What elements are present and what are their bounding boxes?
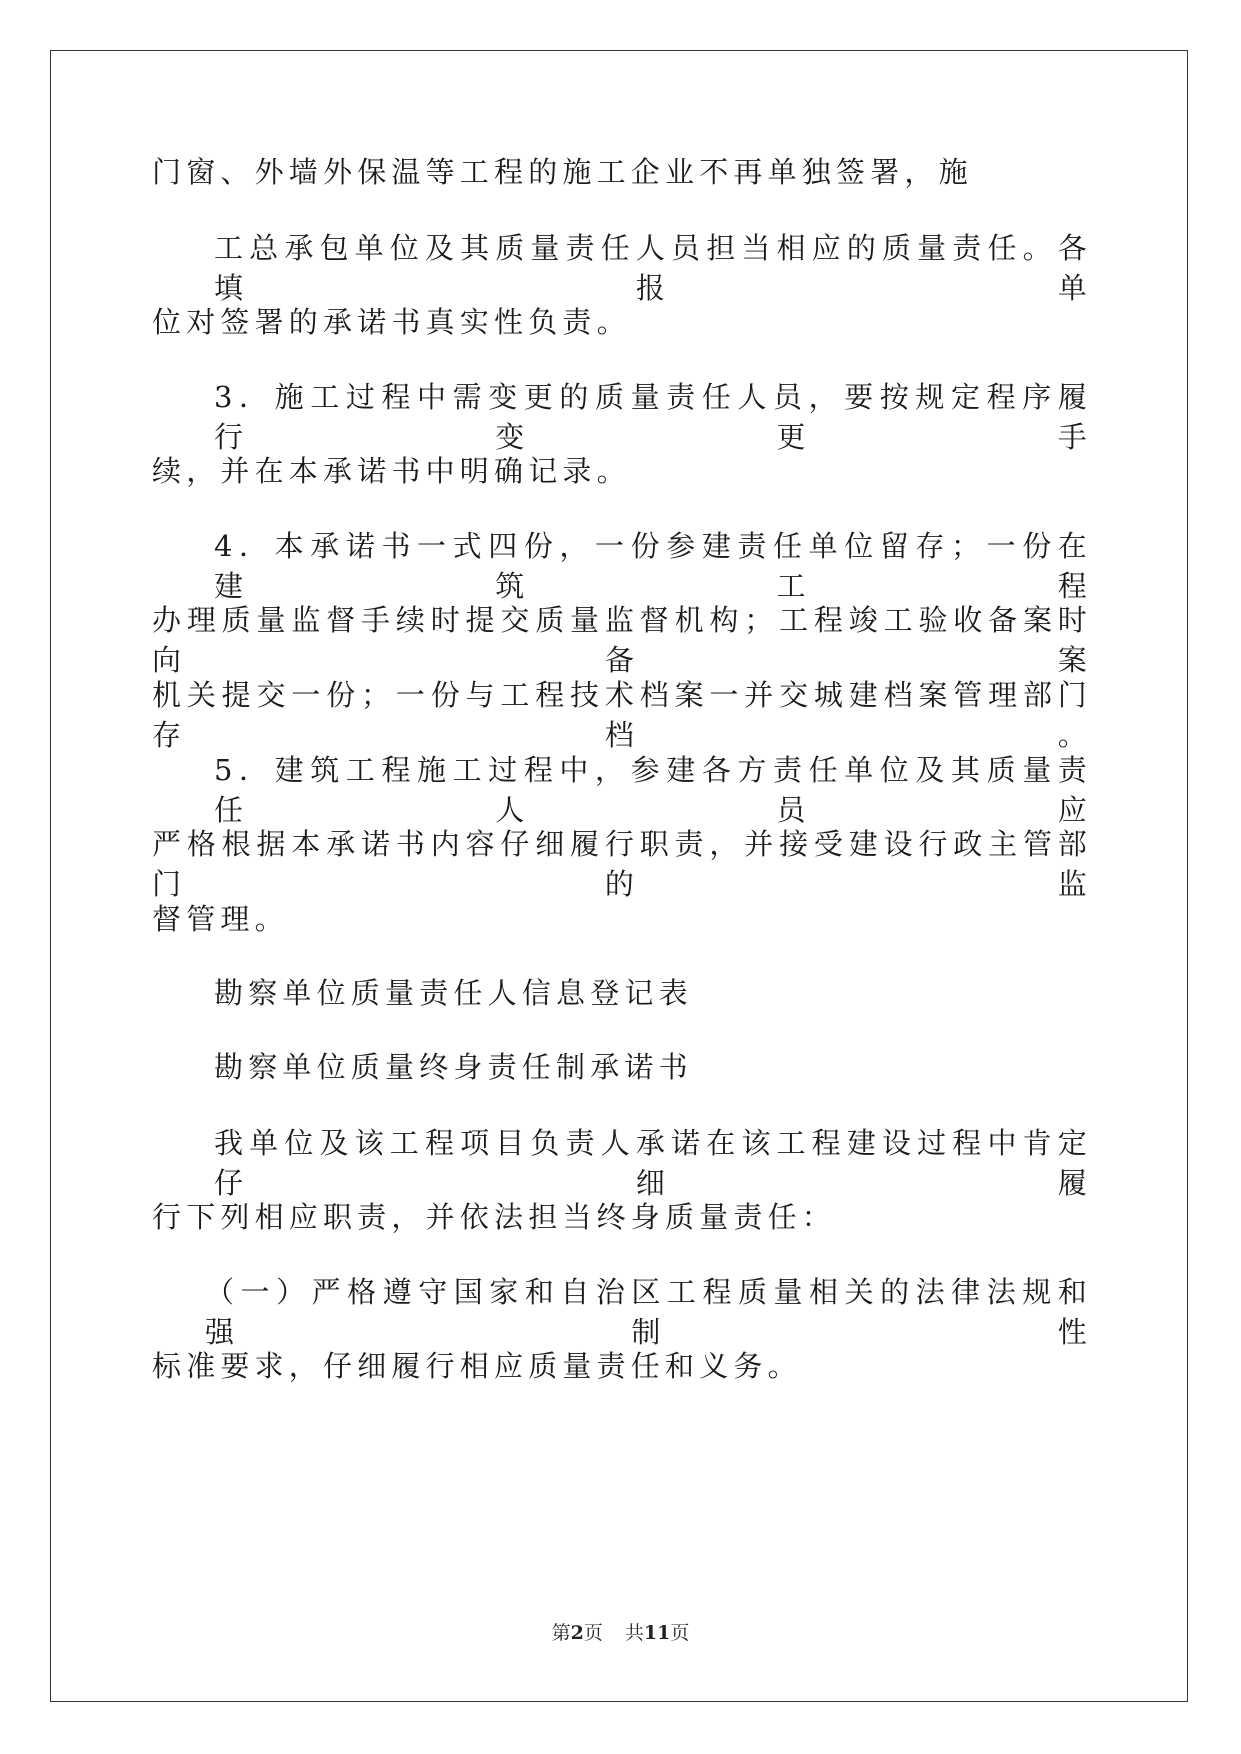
text-line: 严格根据本承诺书内容仔细履行职责，并接受建设行政主管部门的监	[152, 827, 1092, 901]
text-line: 续，并在本承诺书中明确记录。	[152, 454, 631, 488]
text-line: 4．本承诺书一式四份，一份参建责任单位留存；一份在建筑工程	[214, 529, 1092, 603]
text-line: （一）严格遵守国家和自治区工程质量相关的法律法规和强制性	[205, 1275, 1092, 1349]
text-line: 3．施工过程中需变更的质量责任人员，要按规定程序履行变更手	[214, 380, 1092, 454]
footer-total-suffix: 页	[670, 1622, 690, 1644]
text-line: 工总承包单位及其质量责任人员担当相应的质量责任。各填报单	[214, 231, 1092, 305]
footer-page-prefix: 第	[551, 1622, 571, 1644]
text-line: 标准要求，仔细履行相应质量责任和义务。	[152, 1349, 802, 1383]
section-heading: 勘察单位质量终身责任制承诺书	[214, 1050, 693, 1084]
text-line: 门窗、外墙外保温等工程的施工企业不再单独签署，施	[152, 155, 973, 189]
section-heading: 勘察单位质量责任人信息登记表	[214, 976, 693, 1010]
text-line: 5．建筑工程施工过程中，参建各方责任单位及其质量责任人员应	[214, 753, 1092, 827]
text-line: 办理质量监督手续时提交质量监督机构；工程竣工验收备案时向备案	[152, 603, 1092, 677]
text-line: 行下列相应职责，并依法担当终身质量责任：	[152, 1200, 837, 1234]
footer-page-number: 2	[570, 1622, 584, 1644]
text-line: 位对签署的承诺书真实性负责。	[152, 305, 631, 339]
page-footer	[0, 1620, 1241, 1646]
footer-page-suffix: 页	[583, 1622, 603, 1644]
text-line: 我单位及该工程项目负责人承诺在该工程建设过程中肯定仔细履	[214, 1126, 1092, 1200]
text-line: 督管理。	[152, 902, 289, 936]
text-line: 机关提交一份；一份与工程技术档案一并交城建档案管理部门存档。	[152, 678, 1092, 752]
footer-total-prefix: 共	[624, 1622, 644, 1644]
footer-total-pages: 11	[643, 1622, 671, 1644]
